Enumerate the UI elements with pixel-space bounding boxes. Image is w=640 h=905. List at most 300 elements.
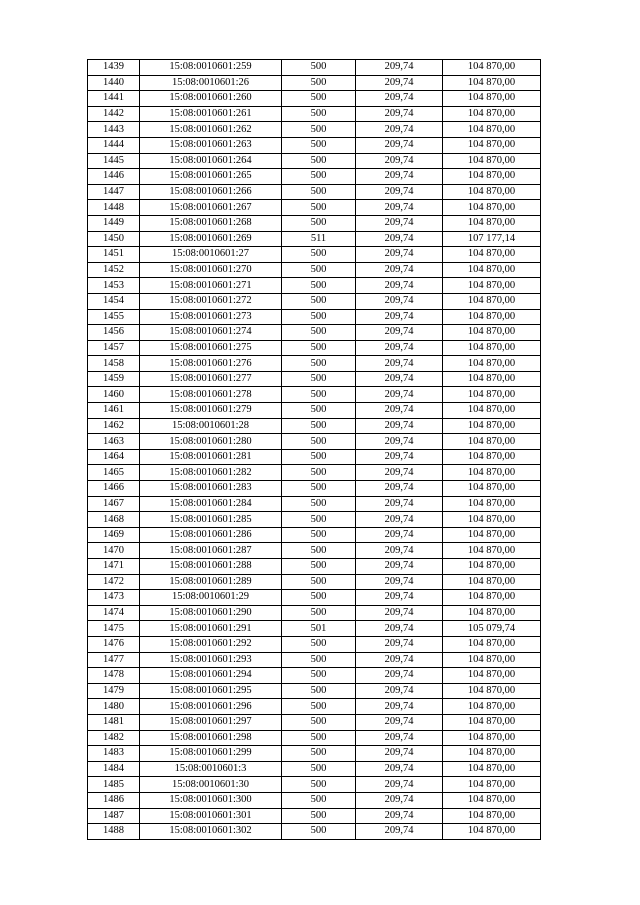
table-row xyxy=(88,309,541,325)
cadastral-number-cell: 15:08:0010601:282 xyxy=(140,465,282,481)
unit-price-cell: 209,74 xyxy=(356,512,443,528)
table-row xyxy=(88,231,541,247)
cadastral-number-cell: 15:08:0010601:264 xyxy=(140,153,282,169)
unit-price-cell: 209,74 xyxy=(356,605,443,621)
row-number-cell: 1487 xyxy=(88,808,140,824)
unit-price-cell: 209,74 xyxy=(356,730,443,746)
row-number-cell: 1486 xyxy=(88,792,140,808)
cadastral-number-cell: 15:08:0010601:265 xyxy=(140,169,282,185)
total-cost-cell: 104 870,00 xyxy=(443,434,541,450)
unit-price-cell: 209,74 xyxy=(356,808,443,824)
cadastral-number-cell: 15:08:0010601:263 xyxy=(140,137,282,153)
row-number-cell: 1455 xyxy=(88,309,140,325)
total-cost-cell: 104 870,00 xyxy=(443,200,541,216)
area-cell: 500 xyxy=(282,91,356,107)
row-number-cell: 1474 xyxy=(88,605,140,621)
area-cell: 500 xyxy=(282,340,356,356)
cadastral-number-cell: 15:08:0010601:276 xyxy=(140,356,282,372)
area-cell: 500 xyxy=(282,325,356,341)
table-row xyxy=(88,262,541,278)
table-row xyxy=(88,200,541,216)
cadastral-number-cell: 15:08:0010601:261 xyxy=(140,106,282,122)
table-row xyxy=(88,808,541,824)
area-cell: 500 xyxy=(282,512,356,528)
unit-price-cell: 209,74 xyxy=(356,434,443,450)
table-row xyxy=(88,91,541,107)
cadastral-number-cell: 15:08:0010601:286 xyxy=(140,527,282,543)
row-number-cell: 1478 xyxy=(88,668,140,684)
row-number-cell: 1451 xyxy=(88,247,140,263)
total-cost-cell: 104 870,00 xyxy=(443,418,541,434)
total-cost-cell: 104 870,00 xyxy=(443,496,541,512)
unit-price-cell: 209,74 xyxy=(356,60,443,76)
cadastral-number-cell: 15:08:0010601:297 xyxy=(140,714,282,730)
unit-price-cell: 209,74 xyxy=(356,824,443,840)
table-row xyxy=(88,746,541,762)
unit-price-cell: 209,74 xyxy=(356,215,443,231)
table-row xyxy=(88,605,541,621)
area-cell: 500 xyxy=(282,636,356,652)
cadastral-number-cell: 15:08:0010601:267 xyxy=(140,200,282,216)
table-row xyxy=(88,496,541,512)
unit-price-cell: 209,74 xyxy=(356,746,443,762)
cadastral-number-cell: 15:08:0010601:260 xyxy=(140,91,282,107)
cadastral-number-cell: 15:08:0010601:287 xyxy=(140,543,282,559)
cadastral-number-cell: 15:08:0010601:281 xyxy=(140,449,282,465)
unit-price-cell: 209,74 xyxy=(356,777,443,793)
table-row xyxy=(88,434,541,450)
total-cost-cell: 104 870,00 xyxy=(443,746,541,762)
table-row xyxy=(88,153,541,169)
total-cost-cell: 104 870,00 xyxy=(443,325,541,341)
area-cell: 500 xyxy=(282,434,356,450)
table-row xyxy=(88,824,541,840)
total-cost-cell: 107 177,14 xyxy=(443,231,541,247)
unit-price-cell: 209,74 xyxy=(356,371,443,387)
area-cell: 500 xyxy=(282,730,356,746)
area-cell: 500 xyxy=(282,60,356,76)
table-row xyxy=(88,777,541,793)
table-row xyxy=(88,247,541,263)
table-row xyxy=(88,761,541,777)
row-number-cell: 1448 xyxy=(88,200,140,216)
area-cell: 500 xyxy=(282,605,356,621)
row-number-cell: 1470 xyxy=(88,543,140,559)
table-row xyxy=(88,590,541,606)
cadastral-number-cell: 15:08:0010601:277 xyxy=(140,371,282,387)
area-cell: 500 xyxy=(282,184,356,200)
table-row xyxy=(88,106,541,122)
row-number-cell: 1456 xyxy=(88,325,140,341)
row-number-cell: 1485 xyxy=(88,777,140,793)
total-cost-cell: 104 870,00 xyxy=(443,605,541,621)
unit-price-cell: 209,74 xyxy=(356,714,443,730)
unit-price-cell: 209,74 xyxy=(356,169,443,185)
row-number-cell: 1465 xyxy=(88,465,140,481)
row-number-cell: 1473 xyxy=(88,590,140,606)
total-cost-cell: 104 870,00 xyxy=(443,699,541,715)
table-row xyxy=(88,75,541,91)
total-cost-cell: 104 870,00 xyxy=(443,75,541,91)
unit-price-cell: 209,74 xyxy=(356,278,443,294)
cadastral-number-cell: 15:08:0010601:28 xyxy=(140,418,282,434)
area-cell: 500 xyxy=(282,559,356,575)
cadastral-number-cell: 15:08:0010601:269 xyxy=(140,231,282,247)
total-cost-cell: 104 870,00 xyxy=(443,636,541,652)
table-row xyxy=(88,371,541,387)
total-cost-cell: 104 870,00 xyxy=(443,668,541,684)
total-cost-cell: 104 870,00 xyxy=(443,309,541,325)
area-cell: 500 xyxy=(282,418,356,434)
unit-price-cell: 209,74 xyxy=(356,403,443,419)
table-row xyxy=(88,543,541,559)
cadastral-number-cell: 15:08:0010601:26 xyxy=(140,75,282,91)
table-row xyxy=(88,137,541,153)
total-cost-cell: 104 870,00 xyxy=(443,153,541,169)
cadastral-number-cell: 15:08:0010601:283 xyxy=(140,481,282,497)
cadastral-number-cell: 15:08:0010601:298 xyxy=(140,730,282,746)
unit-price-cell: 209,74 xyxy=(356,668,443,684)
total-cost-cell: 104 870,00 xyxy=(443,543,541,559)
row-number-cell: 1477 xyxy=(88,652,140,668)
cadastral-number-cell: 15:08:0010601:290 xyxy=(140,605,282,621)
total-cost-cell: 104 870,00 xyxy=(443,293,541,309)
row-number-cell: 1468 xyxy=(88,512,140,528)
area-cell: 500 xyxy=(282,122,356,138)
total-cost-cell: 104 870,00 xyxy=(443,512,541,528)
cadastral-number-cell: 15:08:0010601:285 xyxy=(140,512,282,528)
table-row xyxy=(88,792,541,808)
unit-price-cell: 209,74 xyxy=(356,262,443,278)
area-cell: 500 xyxy=(282,137,356,153)
row-number-cell: 1481 xyxy=(88,714,140,730)
total-cost-cell: 104 870,00 xyxy=(443,122,541,138)
area-cell: 500 xyxy=(282,746,356,762)
total-cost-cell: 104 870,00 xyxy=(443,403,541,419)
area-cell: 500 xyxy=(282,668,356,684)
area-cell: 500 xyxy=(282,527,356,543)
total-cost-cell: 104 870,00 xyxy=(443,683,541,699)
cadastral-number-cell: 15:08:0010601:273 xyxy=(140,309,282,325)
area-cell: 500 xyxy=(282,200,356,216)
row-number-cell: 1464 xyxy=(88,449,140,465)
table-row xyxy=(88,652,541,668)
unit-price-cell: 209,74 xyxy=(356,792,443,808)
unit-price-cell: 209,74 xyxy=(356,761,443,777)
cadastral-number-cell: 15:08:0010601:294 xyxy=(140,668,282,684)
row-number-cell: 1453 xyxy=(88,278,140,294)
row-number-cell: 1443 xyxy=(88,122,140,138)
table-row xyxy=(88,278,541,294)
table-row xyxy=(88,574,541,590)
cadastral-number-cell: 15:08:0010601:262 xyxy=(140,122,282,138)
unit-price-cell: 209,74 xyxy=(356,122,443,138)
cadastral-number-cell: 15:08:0010601:296 xyxy=(140,699,282,715)
row-number-cell: 1460 xyxy=(88,387,140,403)
cadastral-number-cell: 15:08:0010601:259 xyxy=(140,60,282,76)
cadastral-number-cell: 15:08:0010601:295 xyxy=(140,683,282,699)
cadastral-number-cell: 15:08:0010601:27 xyxy=(140,247,282,263)
area-cell: 500 xyxy=(282,792,356,808)
row-number-cell: 1479 xyxy=(88,683,140,699)
cadastral-number-cell: 15:08:0010601:293 xyxy=(140,652,282,668)
unit-price-cell: 209,74 xyxy=(356,106,443,122)
cadastral-number-cell: 15:08:0010601:300 xyxy=(140,792,282,808)
area-cell: 500 xyxy=(282,403,356,419)
row-number-cell: 1459 xyxy=(88,371,140,387)
cadastral-number-cell: 15:08:0010601:299 xyxy=(140,746,282,762)
unit-price-cell: 209,74 xyxy=(356,153,443,169)
table-row xyxy=(88,340,541,356)
area-cell: 500 xyxy=(282,824,356,840)
unit-price-cell: 209,74 xyxy=(356,621,443,637)
total-cost-cell: 104 870,00 xyxy=(443,824,541,840)
table-row xyxy=(88,387,541,403)
area-cell: 500 xyxy=(282,153,356,169)
cadastral-number-cell: 15:08:0010601:272 xyxy=(140,293,282,309)
unit-price-cell: 209,74 xyxy=(356,527,443,543)
area-cell: 500 xyxy=(282,652,356,668)
total-cost-cell: 104 870,00 xyxy=(443,481,541,497)
table-row xyxy=(88,60,541,76)
cadastral-number-cell: 15:08:0010601:291 xyxy=(140,621,282,637)
row-number-cell: 1458 xyxy=(88,356,140,372)
table-row xyxy=(88,621,541,637)
cadastral-number-cell: 15:08:0010601:288 xyxy=(140,559,282,575)
unit-price-cell: 209,74 xyxy=(356,309,443,325)
area-cell: 500 xyxy=(282,699,356,715)
area-cell: 500 xyxy=(282,543,356,559)
table-row xyxy=(88,668,541,684)
unit-price-cell: 209,74 xyxy=(356,387,443,403)
total-cost-cell: 104 870,00 xyxy=(443,278,541,294)
area-cell: 500 xyxy=(282,106,356,122)
area-cell: 500 xyxy=(282,714,356,730)
unit-price-cell: 209,74 xyxy=(356,449,443,465)
unit-price-cell: 209,74 xyxy=(356,184,443,200)
cadastral-number-cell: 15:08:0010601:3 xyxy=(140,761,282,777)
total-cost-cell: 104 870,00 xyxy=(443,184,541,200)
area-cell: 500 xyxy=(282,215,356,231)
total-cost-cell: 104 870,00 xyxy=(443,527,541,543)
area-cell: 500 xyxy=(282,777,356,793)
total-cost-cell: 104 870,00 xyxy=(443,761,541,777)
table-row xyxy=(88,481,541,497)
cadastral-number-cell: 15:08:0010601:268 xyxy=(140,215,282,231)
area-cell: 500 xyxy=(282,356,356,372)
unit-price-cell: 209,74 xyxy=(356,574,443,590)
total-cost-cell: 104 870,00 xyxy=(443,247,541,263)
table-body xyxy=(88,60,541,840)
area-cell: 500 xyxy=(282,278,356,294)
table-row xyxy=(88,325,541,341)
table-row xyxy=(88,293,541,309)
row-number-cell: 1445 xyxy=(88,153,140,169)
area-cell: 500 xyxy=(282,481,356,497)
row-number-cell: 1441 xyxy=(88,91,140,107)
table-row xyxy=(88,683,541,699)
unit-price-cell: 209,74 xyxy=(356,652,443,668)
area-cell: 500 xyxy=(282,293,356,309)
cadastral-number-cell: 15:08:0010601:30 xyxy=(140,777,282,793)
row-number-cell: 1480 xyxy=(88,699,140,715)
total-cost-cell: 104 870,00 xyxy=(443,559,541,575)
unit-price-cell: 209,74 xyxy=(356,137,443,153)
table-row xyxy=(88,636,541,652)
cadastral-number-cell: 15:08:0010601:279 xyxy=(140,403,282,419)
table-row xyxy=(88,169,541,185)
total-cost-cell: 104 870,00 xyxy=(443,652,541,668)
cadastral-number-cell: 15:08:0010601:302 xyxy=(140,824,282,840)
area-cell: 500 xyxy=(282,465,356,481)
row-number-cell: 1472 xyxy=(88,574,140,590)
row-number-cell: 1462 xyxy=(88,418,140,434)
unit-price-cell: 209,74 xyxy=(356,496,443,512)
row-number-cell: 1461 xyxy=(88,403,140,419)
row-number-cell: 1454 xyxy=(88,293,140,309)
row-number-cell: 1475 xyxy=(88,621,140,637)
total-cost-cell: 104 870,00 xyxy=(443,777,541,793)
row-number-cell: 1449 xyxy=(88,215,140,231)
area-cell: 500 xyxy=(282,808,356,824)
unit-price-cell: 209,74 xyxy=(356,543,443,559)
row-number-cell: 1444 xyxy=(88,137,140,153)
table-row xyxy=(88,527,541,543)
cadastral-number-cell: 15:08:0010601:284 xyxy=(140,496,282,512)
unit-price-cell: 209,74 xyxy=(356,559,443,575)
area-cell: 500 xyxy=(282,449,356,465)
row-number-cell: 1440 xyxy=(88,75,140,91)
cadastral-number-cell: 15:08:0010601:278 xyxy=(140,387,282,403)
total-cost-cell: 104 870,00 xyxy=(443,371,541,387)
area-cell: 500 xyxy=(282,683,356,699)
unit-price-cell: 209,74 xyxy=(356,418,443,434)
cadastral-number-cell: 15:08:0010601:266 xyxy=(140,184,282,200)
row-number-cell: 1469 xyxy=(88,527,140,543)
cadastral-number-cell: 15:08:0010601:292 xyxy=(140,636,282,652)
unit-price-cell: 209,74 xyxy=(356,636,443,652)
unit-price-cell: 209,74 xyxy=(356,340,443,356)
row-number-cell: 1466 xyxy=(88,481,140,497)
row-number-cell: 1476 xyxy=(88,636,140,652)
total-cost-cell: 104 870,00 xyxy=(443,106,541,122)
total-cost-cell: 104 870,00 xyxy=(443,387,541,403)
row-number-cell: 1446 xyxy=(88,169,140,185)
total-cost-cell: 104 870,00 xyxy=(443,449,541,465)
area-cell: 500 xyxy=(282,169,356,185)
area-cell: 500 xyxy=(282,387,356,403)
row-number-cell: 1447 xyxy=(88,184,140,200)
row-number-cell: 1483 xyxy=(88,746,140,762)
unit-price-cell: 209,74 xyxy=(356,75,443,91)
total-cost-cell: 104 870,00 xyxy=(443,730,541,746)
table-row xyxy=(88,449,541,465)
cadastral-number-cell: 15:08:0010601:29 xyxy=(140,590,282,606)
table-row xyxy=(88,699,541,715)
total-cost-cell: 104 870,00 xyxy=(443,574,541,590)
total-cost-cell: 104 870,00 xyxy=(443,169,541,185)
unit-price-cell: 209,74 xyxy=(356,293,443,309)
total-cost-cell: 104 870,00 xyxy=(443,590,541,606)
total-cost-cell: 104 870,00 xyxy=(443,137,541,153)
cadastral-number-cell: 15:08:0010601:270 xyxy=(140,262,282,278)
row-number-cell: 1471 xyxy=(88,559,140,575)
row-number-cell: 1457 xyxy=(88,340,140,356)
row-number-cell: 1452 xyxy=(88,262,140,278)
row-number-cell: 1439 xyxy=(88,60,140,76)
total-cost-cell: 104 870,00 xyxy=(443,808,541,824)
table-row xyxy=(88,730,541,746)
land-plot-table xyxy=(87,59,541,840)
unit-price-cell: 209,74 xyxy=(356,356,443,372)
unit-price-cell: 209,74 xyxy=(356,699,443,715)
row-number-cell: 1442 xyxy=(88,106,140,122)
unit-price-cell: 209,74 xyxy=(356,325,443,341)
unit-price-cell: 209,74 xyxy=(356,465,443,481)
table-row xyxy=(88,403,541,419)
table-row xyxy=(88,418,541,434)
area-cell: 500 xyxy=(282,590,356,606)
table-row xyxy=(88,356,541,372)
unit-price-cell: 209,74 xyxy=(356,683,443,699)
area-cell: 500 xyxy=(282,262,356,278)
area-cell: 500 xyxy=(282,574,356,590)
table-row xyxy=(88,512,541,528)
table-row xyxy=(88,122,541,138)
unit-price-cell: 209,74 xyxy=(356,590,443,606)
unit-price-cell: 209,74 xyxy=(356,200,443,216)
cadastral-number-cell: 15:08:0010601:271 xyxy=(140,278,282,294)
area-cell: 500 xyxy=(282,75,356,91)
total-cost-cell: 104 870,00 xyxy=(443,215,541,231)
total-cost-cell: 104 870,00 xyxy=(443,356,541,372)
total-cost-cell: 104 870,00 xyxy=(443,465,541,481)
area-cell: 500 xyxy=(282,247,356,263)
total-cost-cell: 104 870,00 xyxy=(443,792,541,808)
unit-price-cell: 209,74 xyxy=(356,247,443,263)
cadastral-number-cell: 15:08:0010601:289 xyxy=(140,574,282,590)
total-cost-cell: 104 870,00 xyxy=(443,262,541,278)
unit-price-cell: 209,74 xyxy=(356,231,443,247)
cadastral-number-cell: 15:08:0010601:274 xyxy=(140,325,282,341)
row-number-cell: 1482 xyxy=(88,730,140,746)
row-number-cell: 1450 xyxy=(88,231,140,247)
row-number-cell: 1467 xyxy=(88,496,140,512)
total-cost-cell: 104 870,00 xyxy=(443,714,541,730)
row-number-cell: 1484 xyxy=(88,761,140,777)
table-row xyxy=(88,714,541,730)
area-cell: 511 xyxy=(282,231,356,247)
total-cost-cell: 104 870,00 xyxy=(443,91,541,107)
unit-price-cell: 209,74 xyxy=(356,481,443,497)
area-cell: 501 xyxy=(282,621,356,637)
total-cost-cell: 104 870,00 xyxy=(443,60,541,76)
cadastral-number-cell: 15:08:0010601:275 xyxy=(140,340,282,356)
area-cell: 500 xyxy=(282,496,356,512)
area-cell: 500 xyxy=(282,761,356,777)
table-row xyxy=(88,215,541,231)
cadastral-number-cell: 15:08:0010601:280 xyxy=(140,434,282,450)
cadastral-number-cell: 15:08:0010601:301 xyxy=(140,808,282,824)
table-row xyxy=(88,465,541,481)
row-number-cell: 1488 xyxy=(88,824,140,840)
table-row xyxy=(88,559,541,575)
table-row xyxy=(88,184,541,200)
area-cell: 500 xyxy=(282,309,356,325)
area-cell: 500 xyxy=(282,371,356,387)
unit-price-cell: 209,74 xyxy=(356,91,443,107)
total-cost-cell: 104 870,00 xyxy=(443,340,541,356)
